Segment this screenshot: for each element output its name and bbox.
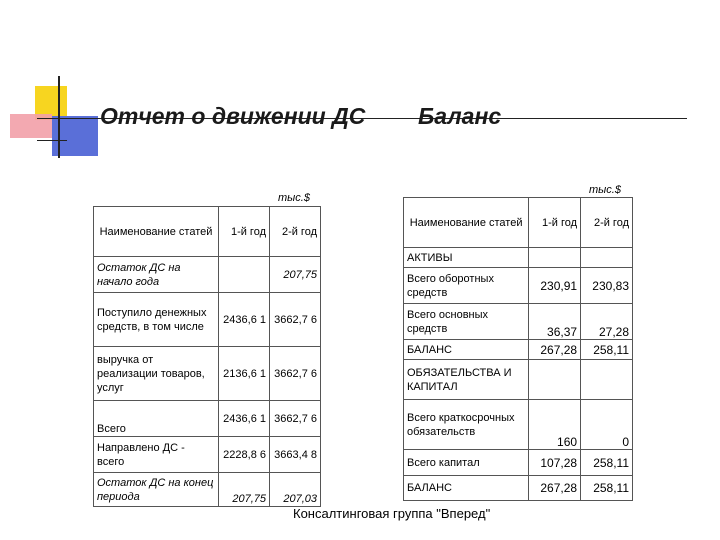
table-row xyxy=(94,473,321,507)
row-year2 xyxy=(581,248,633,268)
table-header-row xyxy=(404,198,633,248)
cash-flow-table xyxy=(93,206,321,507)
row-name: БАЛАНС xyxy=(404,340,529,360)
table-row xyxy=(404,450,633,476)
row-name: выручка от реализации товаров, услуг xyxy=(94,347,219,401)
row-name: Всего оборотных средств xyxy=(404,268,529,304)
row-name: Поступило денежных средств, в том числе xyxy=(94,293,219,347)
row-name: Всего основных средств xyxy=(404,304,529,340)
row-name: Направлено ДС - всего xyxy=(94,437,219,473)
row-year1: 2436,6 1 xyxy=(219,401,270,437)
table-row xyxy=(404,476,633,501)
row-year1: 107,28 xyxy=(529,450,581,476)
decor-vertical-line xyxy=(58,76,60,158)
row-year1: 36,37 xyxy=(529,304,581,340)
table-row xyxy=(94,437,321,473)
header-year1: 1-й год xyxy=(529,198,581,248)
table-row xyxy=(404,340,633,360)
header-name: Наименование статей xyxy=(404,198,529,248)
row-year2: 27,28 xyxy=(581,304,633,340)
row-name: АКТИВЫ xyxy=(404,248,529,268)
row-name: ОБЯЗАТЕЛЬСТВА И КАПИТАЛ xyxy=(404,360,529,400)
row-year2: 207,75 xyxy=(270,257,321,293)
title-balance: Баланс xyxy=(418,103,502,129)
table-row xyxy=(94,257,321,293)
header-year2: 2-й год xyxy=(270,207,321,257)
row-year1: 160 xyxy=(529,400,581,450)
row-year1 xyxy=(529,360,581,400)
table-row xyxy=(404,248,633,268)
row-year1: 2228,8 6 xyxy=(219,437,270,473)
table-header-row xyxy=(94,207,321,257)
row-year1: 2436,6 1 xyxy=(219,293,270,347)
row-name: Остаток ДС на начало года xyxy=(94,257,219,293)
row-year2: 258,11 xyxy=(581,340,633,360)
row-year1: 267,28 xyxy=(529,340,581,360)
row-year1 xyxy=(219,257,270,293)
table-row xyxy=(94,347,321,401)
balance-table xyxy=(403,197,633,501)
table-row xyxy=(94,293,321,347)
decor-small-line xyxy=(37,140,67,141)
header-year1: 1-й год xyxy=(219,207,270,257)
row-year2: 230,83 xyxy=(581,268,633,304)
row-year2: 0 xyxy=(581,400,633,450)
row-year2: 207,03 xyxy=(270,473,321,507)
row-name: БАЛАНС xyxy=(404,476,529,501)
title-cash-flow: Отчет о движении ДС xyxy=(100,103,366,129)
header-year2: 2-й год xyxy=(581,198,633,248)
row-year2: 3663,4 8 xyxy=(270,437,321,473)
header-name: Наименование статей xyxy=(94,207,219,257)
footer-company: Консалтинговая группа "Вперед" xyxy=(293,506,491,521)
row-name: Всего краткосрочных обязательств xyxy=(404,400,529,450)
row-year1 xyxy=(529,248,581,268)
table-row xyxy=(404,304,633,340)
unit-label-right: тыс.$ xyxy=(589,184,621,196)
table-row xyxy=(404,400,633,450)
table-row xyxy=(404,268,633,304)
row-name: Всего xyxy=(94,401,219,437)
row-name: Остаток ДС на конец периода xyxy=(94,473,219,507)
row-year2: 258,11 xyxy=(581,450,633,476)
row-year1: 2136,6 1 xyxy=(219,347,270,401)
table-row xyxy=(94,401,321,437)
row-year2 xyxy=(581,360,633,400)
row-year2: 3662,7 6 xyxy=(270,293,321,347)
row-year2: 3662,7 6 xyxy=(270,401,321,437)
row-year2: 3662,7 6 xyxy=(270,347,321,401)
unit-label-left: тыс.$ xyxy=(278,192,310,204)
row-year1: 207,75 xyxy=(219,473,270,507)
row-year1: 267,28 xyxy=(529,476,581,501)
row-year2: 258,11 xyxy=(581,476,633,501)
row-year1: 230,91 xyxy=(529,268,581,304)
table-row xyxy=(404,360,633,400)
row-name: Всего капитал xyxy=(404,450,529,476)
